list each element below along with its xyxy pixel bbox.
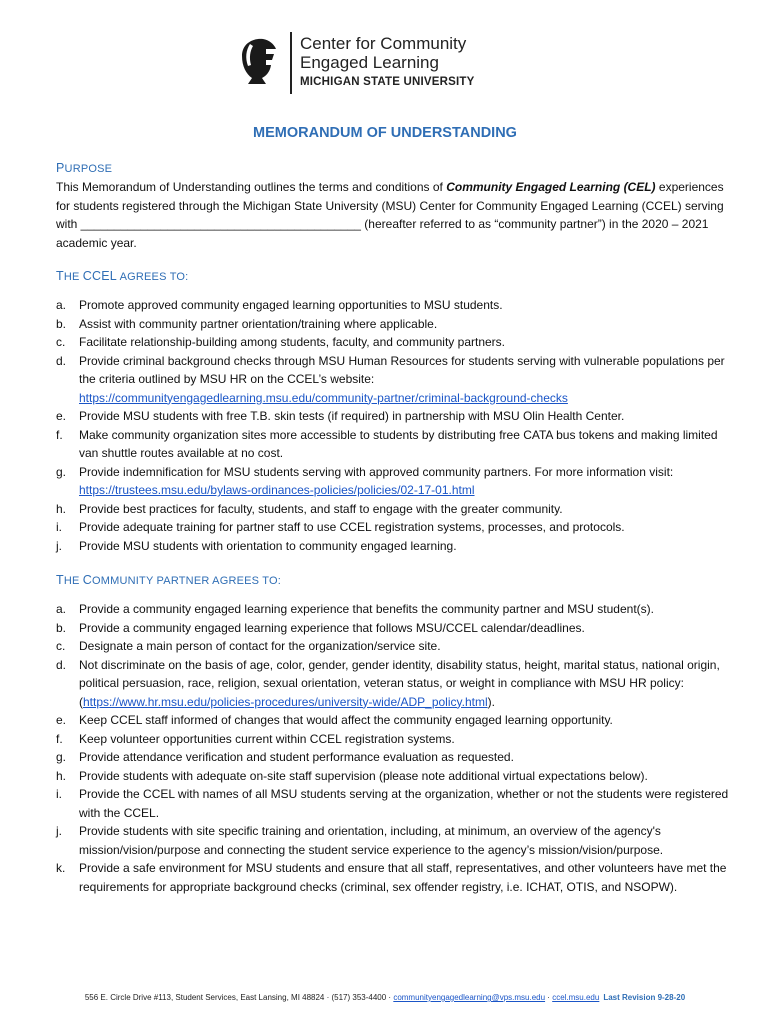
list-item-letter: d. — [56, 353, 67, 368]
list-item-letter: h. — [56, 768, 67, 783]
footer-email-link[interactable]: communityengagedlearning@vps.msu.edu — [393, 993, 546, 1002]
page-title: MEMORANDUM OF UNDERSTANDING — [253, 125, 517, 141]
list-item-letter: a. — [56, 602, 67, 616]
purpose-heading-rest: URPOSE — [64, 163, 113, 175]
purpose-paragraph — [56, 178, 726, 252]
list-item-letter: f. — [56, 731, 63, 746]
list-item-text: Provide attendance verification and student performance evaluation as requested. — [79, 750, 514, 764]
list-item — [56, 537, 732, 556]
partner-heading-rest1: HE — [63, 575, 83, 587]
list-item-text: Make community organization sites more accessible to students by distributing free CATA bus tokens and making limited van shuttle routes available at no cost. — [79, 427, 718, 460]
list-item-letter: e. — [56, 713, 67, 727]
list-item-text: Promote approved community engaged learning opportunities to MSU students. — [79, 298, 503, 312]
list-item-letter: g. — [56, 750, 67, 764]
partner-agreement-list — [56, 600, 732, 896]
purpose-text-after: experiences for students registered through the Michigan State University (MSU) Center for Community Engaged Learning (CCEL) serving with __________________________________________ (hereafter referred to as “community partner”) in the 2020 – 2021 academic year. — [56, 180, 724, 250]
list-item-letter: c. — [56, 335, 66, 349]
list-item-text: Provide a safe environment for MSU students and ensure that all staff, representatives, and other volunteers have met the requirements for appropriate background checks (criminal, sex offender registry, i.e. ICHAT, OTIS, and NSOPW). — [79, 861, 727, 894]
purpose-heading — [56, 161, 112, 175]
list-item — [56, 730, 732, 749]
partner-heading-rest2: OMMUNITY PARTNER AGREES TO: — [92, 575, 281, 587]
list-item — [56, 352, 732, 408]
list-item-text: Keep volunteer opportunities current within CCEL registration systems. — [79, 731, 455, 746]
list-item — [56, 296, 732, 315]
list-item-text-after: ). — [487, 694, 495, 709]
ccel-heading-cap2: CCEL — [82, 269, 117, 283]
spartan-helmet-icon — [236, 36, 280, 86]
list-item — [56, 426, 732, 463]
list-item — [56, 463, 732, 500]
org-name-line2: Engaged Learning — [300, 53, 439, 72]
list-item-link[interactable]: https://www.hr.msu.edu/policies-procedures/university-wide/ADP_policy.html — [83, 694, 488, 709]
list-item-text: Provide students with adequate on-site staff supervision (please note additional virtual expectations below). — [79, 768, 648, 783]
purpose-heading-cap: P — [56, 161, 65, 175]
ccel-heading-rest2: AGREES TO: — [116, 271, 189, 283]
purpose-emphasis: Community Engaged Learning (CEL) — [446, 180, 656, 194]
list-item-text: Assist with community partner orientation/training where applicable. — [79, 316, 438, 331]
list-item-text: Provide students with site specific training and orientation, including, at minimum, an overview of the agency's mission/vision/purpose and connecting the student service experience to the agency’s mission/vision/purpose. — [79, 824, 664, 857]
list-item-text: Designate a main person of contact for the organization/service site. — [79, 639, 441, 653]
footer-website-link[interactable]: ccel.msu.edu — [552, 993, 600, 1002]
ccel-agreement-list — [56, 296, 732, 555]
purpose-text-before: This Memorandum of Understanding outlines the terms and conditions of — [56, 180, 447, 194]
ccel-heading-rest1: HE — [63, 271, 83, 283]
list-item-text: Provide best practices for faculty, students, and staff to engage with the greater community. — [79, 501, 563, 516]
list-item-letter: k. — [56, 861, 66, 875]
partner-heading-cap2: C — [82, 573, 93, 587]
list-item — [56, 637, 732, 656]
list-item-letter: a. — [56, 298, 67, 312]
list-item-letter: f. — [56, 427, 63, 442]
list-item-letter: i. — [56, 520, 62, 534]
list-item-letter: h. — [56, 501, 67, 516]
list-item-link[interactable]: https://communityengagedlearning.msu.edu/community-partner/criminal-background-checks — [79, 390, 568, 405]
list-item-text: Keep CCEL staff informed of changes that would affect the community engaged learning opportunity. — [79, 713, 613, 727]
list-item-text: Provide indemnification for MSU students serving with approved community partners. For more information visit: — [79, 464, 674, 479]
list-item-text: Provide a community engaged learning experience that follows MSU/CCEL calendar/deadlines. — [79, 620, 585, 635]
footer-address: 556 E. Circle Drive #113, Student Services, East Lansing, MI 48824 · (517) 353-4400 · — [84, 993, 394, 1002]
list-item — [56, 619, 732, 638]
partner-heading — [56, 573, 281, 587]
page-footer — [0, 993, 770, 1002]
org-name-line1: Center for Community — [300, 34, 467, 53]
list-item — [56, 315, 732, 334]
list-item-letter: c. — [56, 639, 66, 653]
list-item — [56, 822, 732, 859]
list-item — [56, 711, 732, 730]
list-item — [56, 600, 732, 619]
list-item — [56, 785, 732, 822]
revision-date: Last Revision 9-28-20 — [603, 993, 686, 1002]
list-item-letter: d. — [56, 657, 67, 672]
letterhead — [236, 30, 496, 96]
list-item-letter: j. — [56, 538, 62, 553]
list-item-text: Not discriminate on the basis of age, color, gender, gender identity, disability status, height, marital status, national origin, political persuasion, race, religion, sexual orientation, veteran status, or weight in compliance with MSU HR policy: ( — [79, 657, 720, 709]
ccel-heading — [56, 269, 188, 283]
list-item — [56, 859, 732, 896]
list-item-text: Provide MSU students with free T.B. skin tests (if required) in partnership with MSU Olin Health Center. — [79, 409, 625, 423]
list-item-text: Provide a community engaged learning experience that benefits the community partner and MSU student(s). — [79, 602, 654, 616]
list-item-text: Provide adequate training for partner staff to use CCEL registration systems, processes, and protocols. — [79, 520, 625, 534]
list-item-text: Provide MSU students with orientation to community engaged learning. — [79, 538, 457, 553]
list-item-letter: b. — [56, 316, 67, 331]
divider-line — [290, 32, 292, 94]
list-item — [56, 656, 732, 712]
footer-separator: · — [545, 993, 553, 1002]
list-item — [56, 767, 732, 786]
ccel-heading-cap1: T — [56, 269, 64, 283]
list-item-letter: j. — [56, 824, 62, 838]
list-item-letter: e. — [56, 409, 67, 423]
list-item — [56, 518, 732, 537]
list-item — [56, 748, 732, 767]
list-item — [56, 333, 732, 352]
list-item-text: Provide the CCEL with names of all MSU students serving at the organization, whether or not the students were registered with the CCEL. — [79, 787, 729, 820]
university-name: MICHIGAN STATE UNIVERSITY — [300, 76, 475, 88]
list-item — [56, 407, 732, 426]
list-item-letter: b. — [56, 620, 67, 635]
list-item-text: Provide criminal background checks through MSU Human Resources for students serving with vulnerable populations per the criteria outlined by MSU HR on the CCEL’s website: — [79, 353, 725, 386]
list-item-letter: i. — [56, 787, 62, 801]
partner-heading-cap1: T — [56, 573, 64, 587]
list-item-letter: g. — [56, 464, 67, 479]
list-item-text: Facilitate relationship-building among students, faculty, and community partners. — [79, 335, 505, 349]
list-item — [56, 500, 732, 519]
list-item-link[interactable]: https://trustees.msu.edu/bylaws-ordinances-policies/policies/02-17-01.html — [79, 483, 475, 497]
